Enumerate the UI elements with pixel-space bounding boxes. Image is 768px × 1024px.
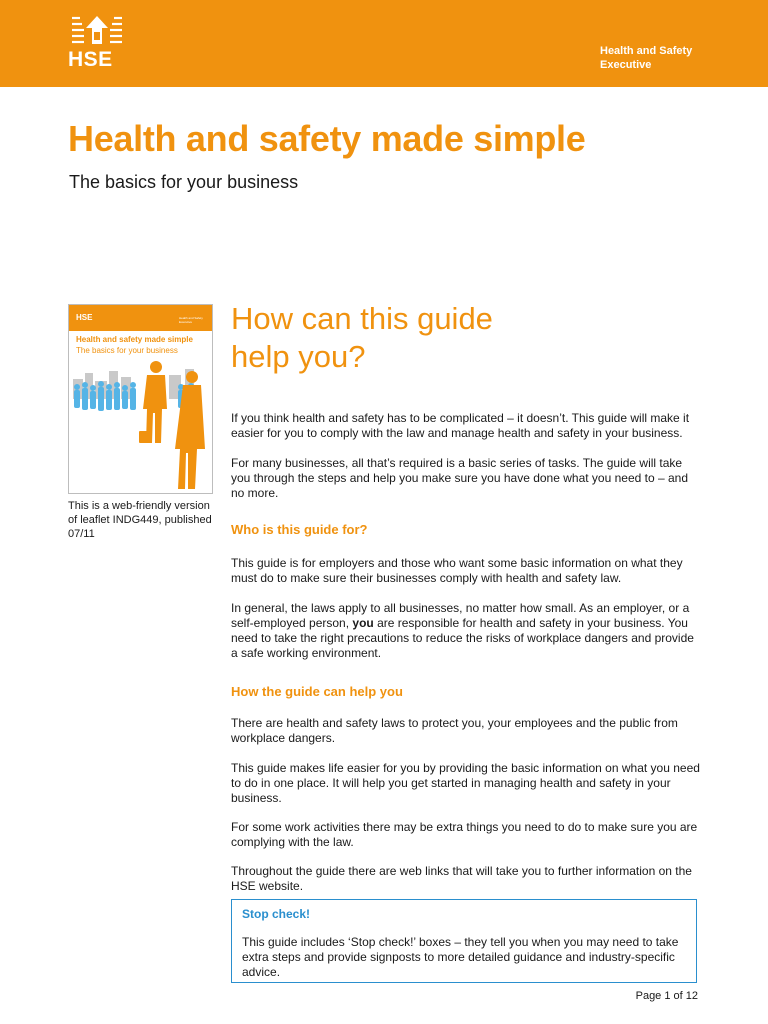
how-help-paragraph-3: For some work activities there may be extra things you need to do to make sure you are complying with the law. — [231, 820, 698, 849]
section-heading-line1: How can this guide — [231, 301, 493, 336]
organisation-name — [600, 44, 720, 72]
intro-paragraph-2: For many businesses, all that’s required is a basic series of tasks. The guide will take you through the steps and help you make sure you have done what you need to – and no more. — [231, 456, 688, 500]
stop-check-title: Stop check! — [242, 907, 311, 921]
document-subtitle: The basics for your business — [69, 172, 299, 192]
cover-logo-text: HSE — [76, 313, 93, 322]
hse-logo — [68, 14, 128, 74]
intro-paragraph-1: If you think health and safety has to be complicated – it doesn’t. This guide will make it easier for you to comply with the law and manage health and safety in your business. — [231, 411, 690, 440]
hse-emblem-icon — [68, 14, 126, 50]
document-title: Health and safety made simple — [68, 118, 586, 159]
stop-check-text: This guide includes ‘Stop check!’ boxes – they tell you when you may need to take extra steps and provide signposts to more detailed guidance and industry-specific advice. — [242, 935, 679, 979]
how-help-paragraph-2: This guide makes life easier for you by providing the basic information on what you need to do in one place. It will help you get started in managing health and safety in your business. — [231, 761, 700, 805]
cover-people-illustration — [69, 357, 212, 493]
who-for-paragraph-2-end: are responsible for health and safety in your business. You need to take the right precautions to reduce the risks of workplace dangers and provide a safe working environment. — [231, 616, 694, 660]
cover-title: Health and safety made simple — [76, 335, 193, 344]
organisation-name-line1: Health and Safety — [600, 45, 693, 57]
page-number: Page 1 of 12 — [635, 990, 698, 1002]
how-help-paragraph-4: Throughout the guide there are web links that will take you to further information on the HSE website. — [231, 864, 692, 893]
cover-organisation-name: Health and Safety Executive — [179, 316, 203, 324]
who-for-paragraph-1: This guide is for employers and those who want some basic information on what they must do to make sure their businesses comply with health and safety law. — [231, 556, 683, 585]
how-help-paragraph-1: There are health and safety laws to protect you, your employees and the public from workplace dangers. — [231, 716, 678, 745]
cover-subtitle: The basics for your business — [76, 346, 178, 355]
who-for-paragraph-2 — [231, 601, 701, 661]
who-for-heading: Who is this guide for? — [231, 522, 368, 537]
leaflet-cover-thumbnail — [68, 304, 213, 494]
who-for-paragraph-2-start: In general, the laws apply to all businesses, no matter how small. As an employer, or a self-employed person, — [231, 601, 690, 630]
header-banner — [0, 0, 768, 87]
who-for-emphasis: you — [352, 616, 374, 630]
section-heading-line2: help you? — [231, 339, 366, 374]
stop-check-box — [231, 899, 697, 983]
how-help-heading: How the guide can help you — [231, 684, 403, 699]
organisation-name-line2: Executive — [600, 59, 652, 71]
section-heading — [231, 300, 631, 376]
cover-caption: This is a web-friendly version of leaflet INDG449, published 07/11 — [68, 500, 212, 540]
hse-logo-text: HSE — [68, 48, 113, 71]
